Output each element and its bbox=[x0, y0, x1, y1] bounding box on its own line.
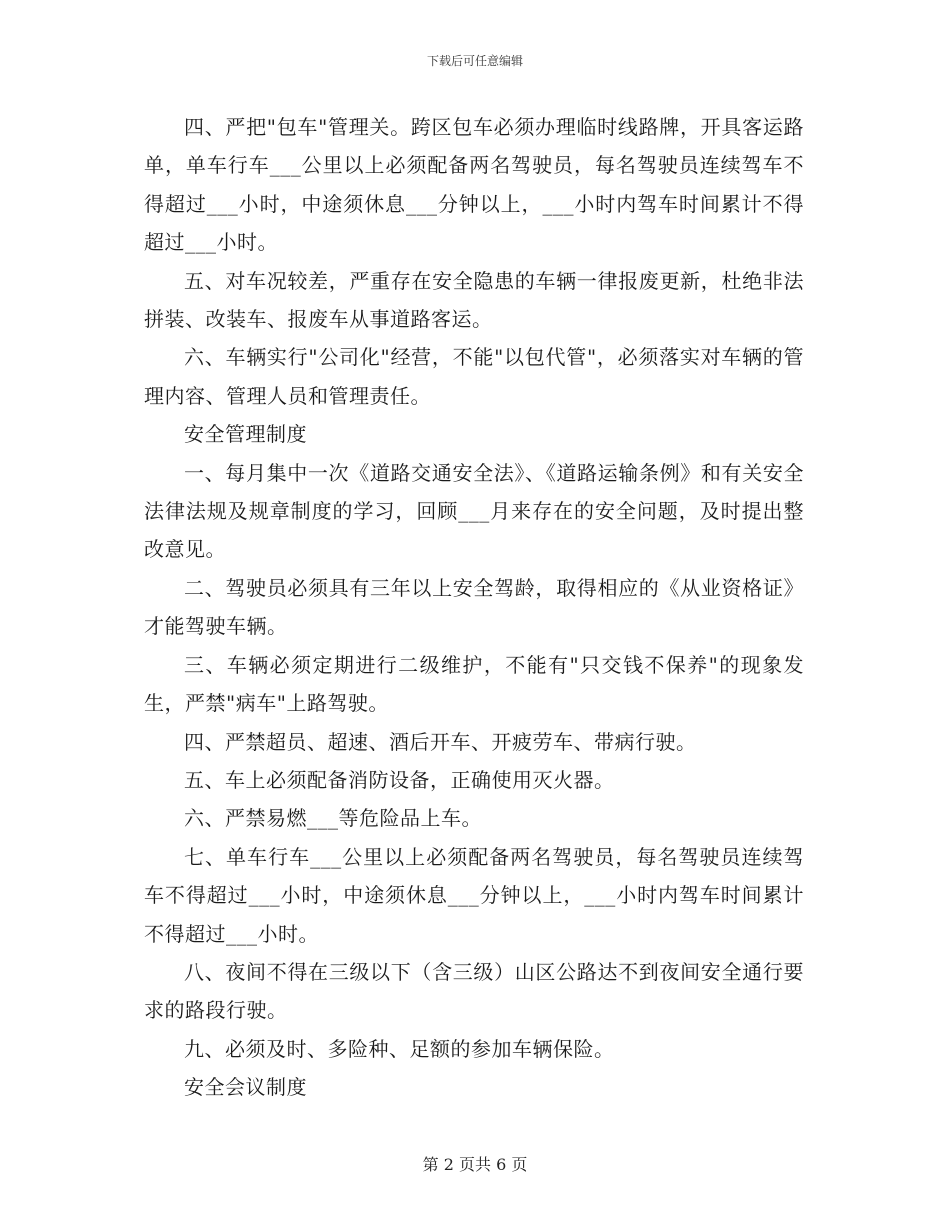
paragraph-vehicle-maintenance: 三、车辆必须定期进行二级维护，不能有"只交钱不保养"的现象发生，严禁"病车"上路驾驶。 bbox=[144, 652, 804, 716]
section-heading-safety-management: 安全管理制度 bbox=[184, 422, 307, 447]
page-number-footer: 第 2 页共 6 页 bbox=[422, 1155, 528, 1174]
paragraph-fire-equipment: 五、车上必须配备消防设备，正确使用灭火器。 bbox=[184, 767, 615, 792]
paragraph-scrap-unsafe-vehicles: 五、对车况较差，严重存在安全隐患的车辆一律报废更新，杜绝非法拼装、改装车、报废车从事道路客运。 bbox=[144, 268, 804, 332]
paragraph-dangerous-goods: 六、严禁易燃___等危险品上车。 bbox=[184, 806, 482, 831]
paragraph-night-driving: 八、夜间不得在三级以下（含三级）山区公路达不到夜间安全通行要求的路段行驶。 bbox=[144, 959, 804, 1023]
document-body bbox=[144, 108, 804, 1107]
section-heading-safety-meeting: 安全会议制度 bbox=[184, 1075, 307, 1100]
paragraph-two-drivers-rule: 七、单车行车___公里以上必须配备两名驾驶员，每名驾驶员连续驾车不得超过___小时，中途须休息___分钟以上，___小时内驾车时间累计不得超过___小时。 bbox=[144, 844, 804, 946]
paragraph-vehicle-insurance: 九、必须及时、多险种、足额的参加车辆保险。 bbox=[184, 1036, 615, 1061]
page-header: 下载后可任意编辑 bbox=[426, 54, 523, 68]
paragraph-driver-qualification: 二、驾驶员必须具有三年以上安全驾龄，取得相应的《从业资格证》才能驾驶车辆。 bbox=[144, 575, 804, 639]
paragraph-chartered-bus-rules: 四、严把"包车"管理关。跨区包车必须办理临时线路牌，开具客运路单，单车行车___公里以上必须配备两名驾驶员，每名驾驶员连续驾车不得超过___小时，中途须休息___分钟以上，___小时内驾车时间累计不得超过___小时。 bbox=[144, 115, 804, 255]
paragraph-monthly-study: 一、每月集中一次《道路交通安全法》、《道路运输条例》和有关安全法律法规及规章制度的学习，回顾___月来存在的安全问题，及时提出整改意见。 bbox=[144, 460, 804, 562]
paragraph-company-management: 六、车辆实行"公司化"经营，不能"以包代管"，必须落实对车辆的管理内容、管理人员和管理责任。 bbox=[144, 345, 804, 408]
paragraph-prohibited-driving: 四、严禁超员、超速、酒后开车、开疲劳车、带病行驶。 bbox=[184, 729, 697, 754]
